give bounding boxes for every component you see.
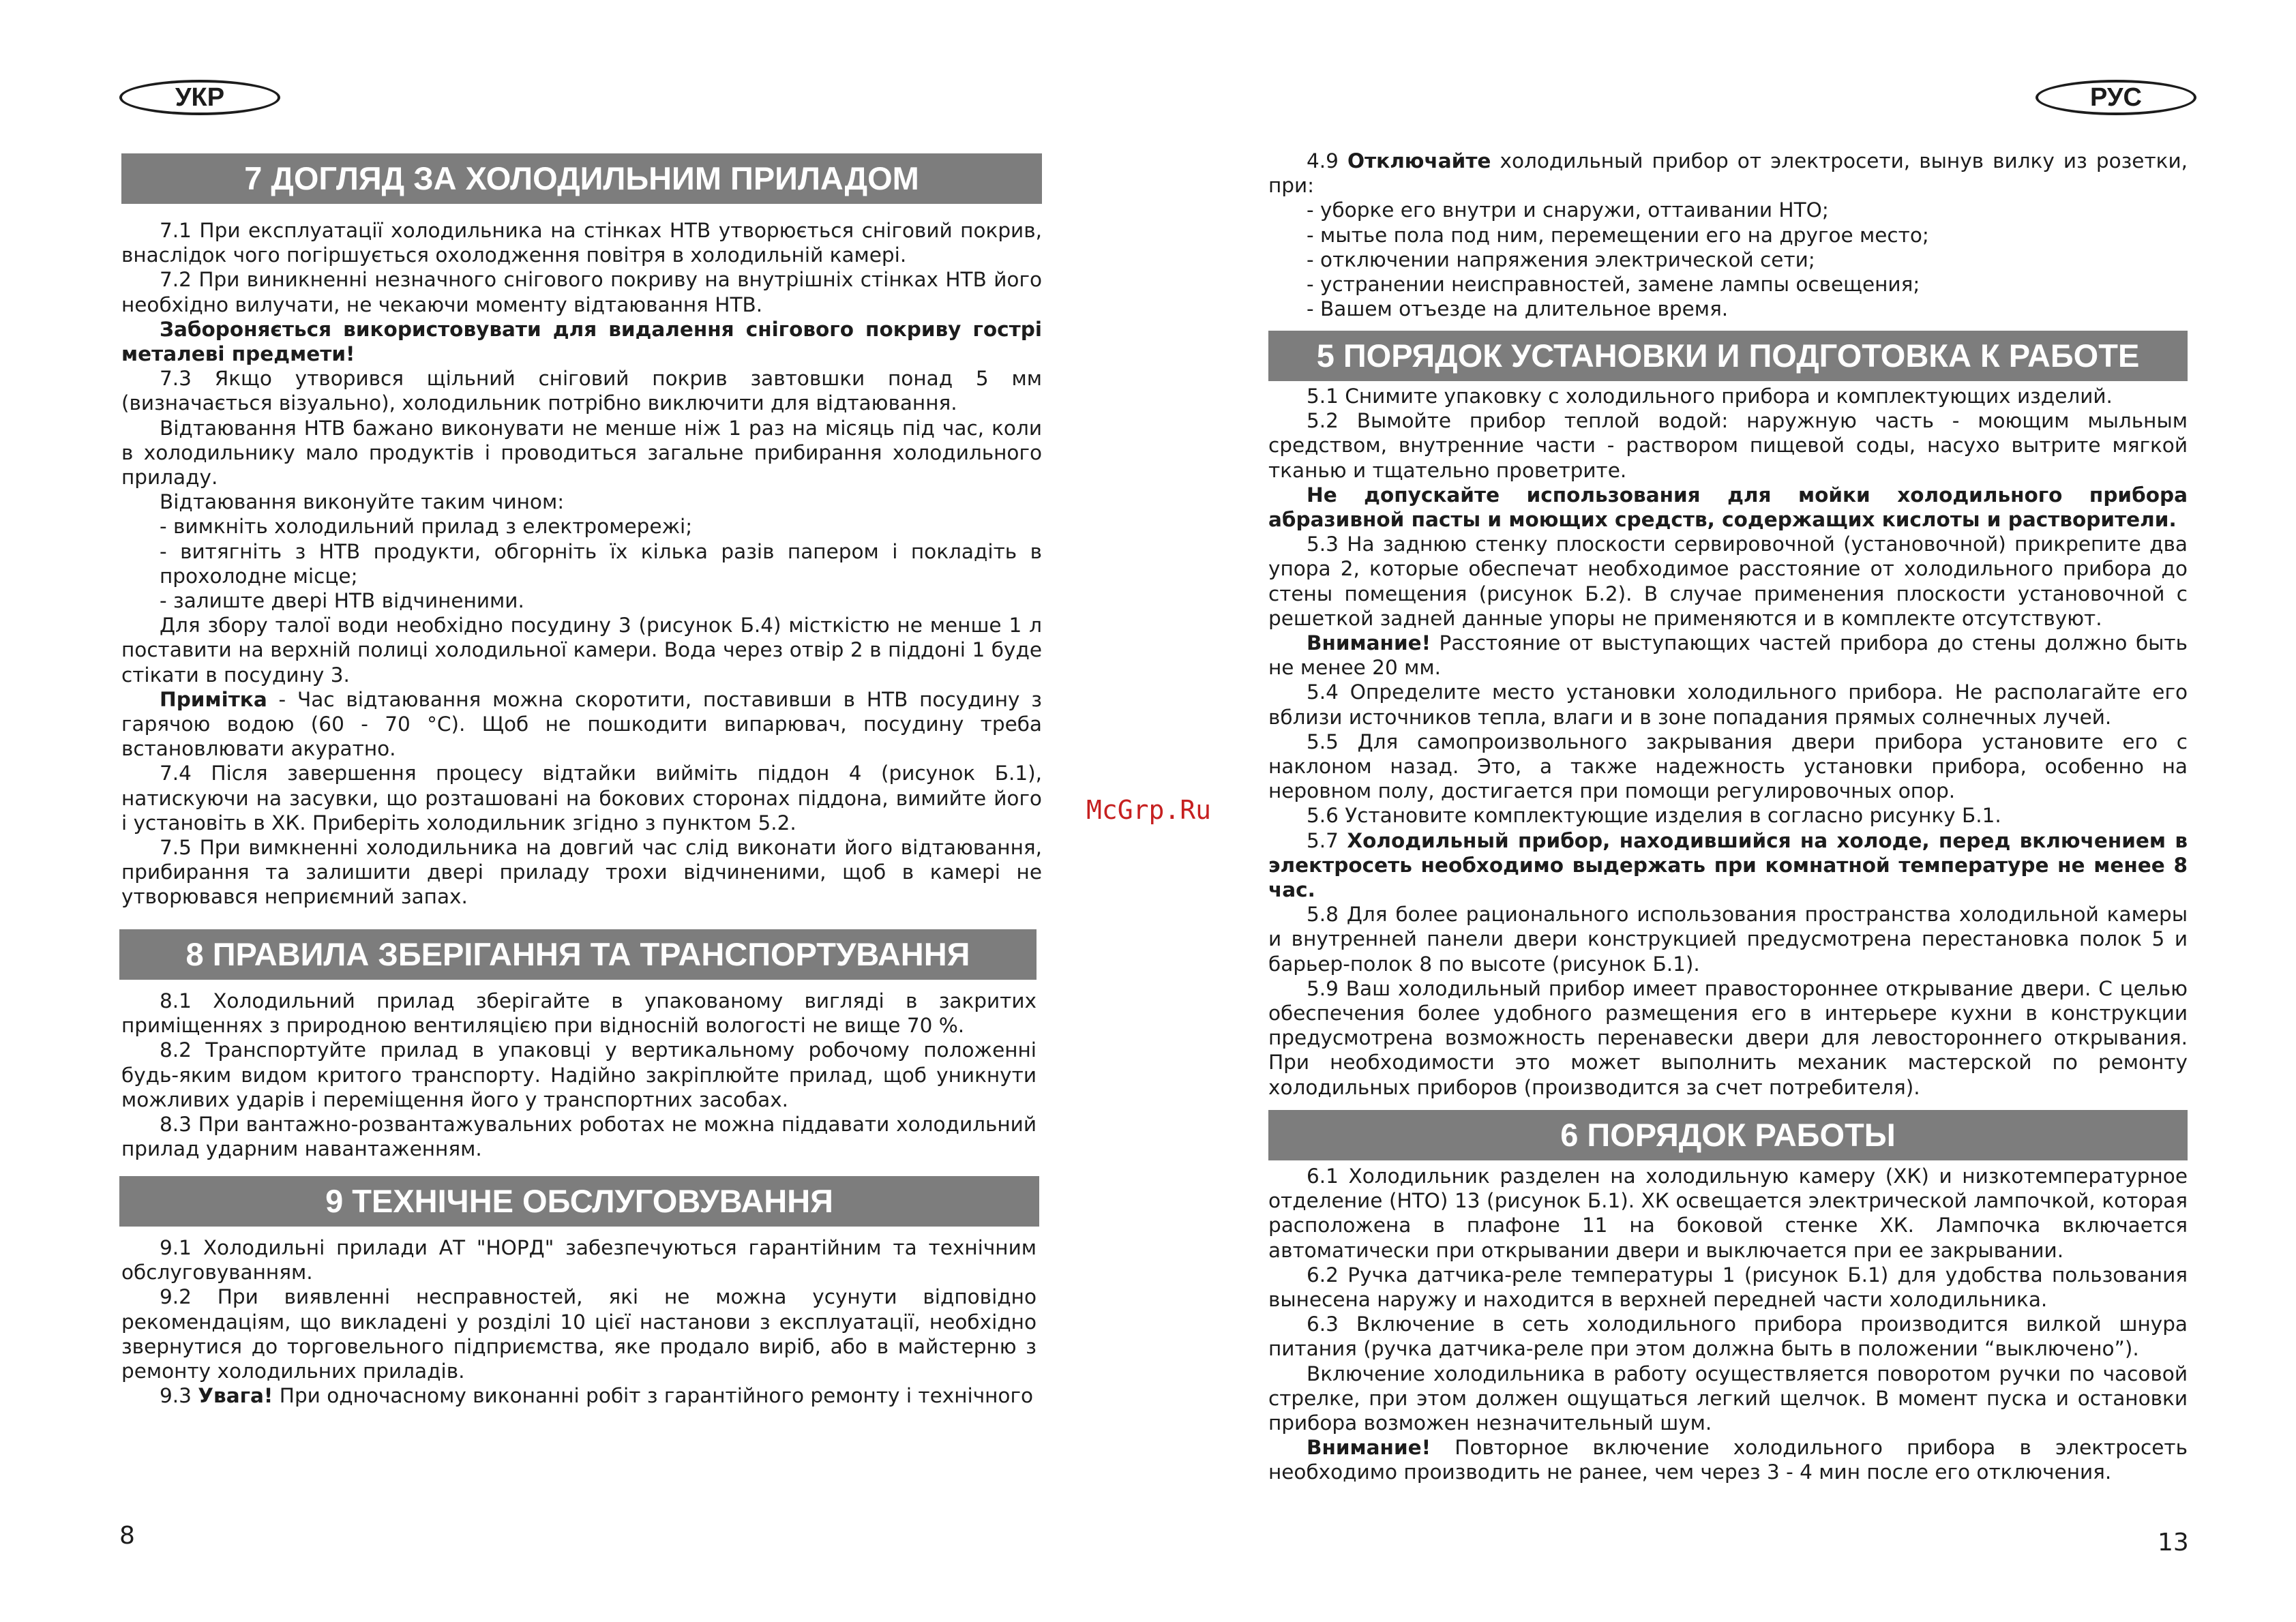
- paragraph: 5.9 Ваш холодильный прибор имеет правостороннее открывание двери. С целью обеспечения более удобного размещения его в интерьере кухни в конструкции предусмотрена возможность перенавески двери для левостороннего открывания. При необходимости это может выполнить механик мастерской по ремонту холодильных приборов (производится за счет потребителя).: [1268, 976, 2188, 1099]
- paragraph: Для збору талої води необхідно посудину 3 (рисунок Б.4) місткістю не менше 1 л поставити на верхній полиці холодильної камери. Вода через отвір 2 в піддоні 1 буде стікати в посудину 3.: [121, 614, 1042, 687]
- note-text: - Час відтаювання можна скоротити, поставивши в НТВ посудину з гарячою водою (60 - 70 °С). Щоб не пошкодити випарювач, посудину треба встановлювати акуратно.: [121, 687, 1042, 761]
- paragraph: 6.3 Включение в сеть холодильного прибора производится вилкой шнура питания (ручка датчика-реле при этом должна быть в положении “выключено”).: [1268, 1312, 2188, 1361]
- paragraph: 7.3 Якщо утворився щільний сніговий покрив завтовшки понад 5 мм (визначається візуально), холодильник потрібно виключити для відтаювання.: [121, 367, 1042, 415]
- paragraph: 8.1 Холодильний прилад зберігайте в упакованому вигляді в закритих приміщеннях з природною вентиляцією при відносній вологості не вище 70 %.: [121, 989, 1037, 1038]
- section-8-title: 8 ПРАВИЛА ЗБЕРІГАННЯ ТА ТРАНСПОРТУВАННЯ: [119, 929, 1037, 980]
- paragraph: 7.4 Після завершення процесу відтайки вийміть піддон 4 (рисунок Б.1), натискуючи на засувки, що розташовані на бокових сторонах піддона, вимийте його і установіть в ХК. Приберіть холодильник згідно з пунктом 5.2.: [121, 762, 1042, 835]
- paragraph: 5.4 Определите место установки холодильного прибора. Не располагайте его вблизи источников тепла, влаги и в зоне попадания прямых солнечных лучей.: [1268, 680, 2188, 729]
- note-paragraph: [121, 687, 1042, 762]
- list-item: - мытье пола под ним, перемещении его на другое место;: [1307, 223, 1929, 247]
- section-6-body: [1268, 1164, 2188, 1485]
- paragraph-text: При одночасному виконанні робіт з гарантійного ремонту і технічного: [273, 1384, 1034, 1408]
- attention-label: Увага!: [198, 1384, 273, 1408]
- watermark: McGrp.Ru: [1086, 795, 1212, 825]
- list-item: - Вашем отъезде на длительное время.: [1307, 297, 1729, 321]
- paragraph-number: 9.3: [160, 1384, 198, 1408]
- lang-badge-rus: РУС: [2036, 80, 2196, 115]
- attention-label: Внимание!: [1307, 1436, 1431, 1460]
- paragraph: [1268, 828, 2188, 903]
- paragraph: 5.2 Вымойте прибор теплой водой: наружную часть - моющим мыльным средством, внутренние части - раствором пищевой соды, насухо вытрите мягкой тканью и тщательно проветрите.: [1268, 409, 2188, 482]
- page-number-right: 13: [2158, 1529, 2189, 1557]
- emphasis-label: Отключайте: [1347, 149, 1491, 172]
- paragraph: 9.1 Холодильні прилади АТ "НОРД" забезпечуються гарантійним та технічним обслуговуванням.: [121, 1236, 1037, 1285]
- paragraph: 7.2 При виникненні незначного снігового покриву на внутрішніх стінках НТВ його необхідно вилучати, не чекаючи моменту відтаювання НТВ.: [121, 268, 1042, 316]
- page-number-left: 8: [119, 1522, 135, 1550]
- warning-paragraph: Забороняється використовувати для видалення снігового покриву гострі металеві предмети!: [121, 317, 1042, 366]
- paragraph-text: холодильный прибор от электросети, вынув вилку из розетки, при:: [1268, 149, 2188, 198]
- warning-paragraph: Не допускайте использования для мойки холодильного прибора абразивной пасты и моющих средств, содержащих кислоты и растворители.: [1268, 483, 2188, 532]
- attention-label: Внимание!: [1307, 631, 1431, 655]
- section-8-body: [121, 989, 1037, 1161]
- paragraph: Включение холодильника в работу осуществляется поворотом ручки по часовой стрелке, при этом должен ощущаться легкий щелчок. В момент пуска и остановки прибора возможен незначительный шум.: [1268, 1362, 2188, 1435]
- list-item: - уборке его внутри и снаружи, оттаивании НТО;: [1307, 198, 1829, 222]
- list-item: - залиште двері НТВ відчиненими.: [160, 589, 524, 613]
- paragraph: 6.1 Холодильник разделен на холодильную камеру (ХК) и низкотемпературное отделение (НТО) 13 (рисунок Б.1). ХК освещается электрической лампочкой, которая расположена в плафоне 11 на боковой стенке ХК. Лампочка включается автоматически при открывании двери и выключается при ее закрывании.: [1268, 1165, 2188, 1262]
- list-item: - вимкніть холодильний прилад з електромережі;: [160, 515, 693, 539]
- section-9-title: 9 ТЕХНІЧНЕ ОБСЛУГОВУВАННЯ: [119, 1176, 1039, 1227]
- paragraph: 8.2 Транспортуйте прилад в упаковці у вертикальному робочому положенні будь-яким видом критого транспорту. Надійно закріплюйте прилад, щоб уникнути можливих ударів і переміщення його у транспортних засобах.: [121, 1038, 1037, 1111]
- list-item: - отключении напряжения электрической сети;: [1307, 247, 1815, 271]
- paragraph: 6.2 Ручка датчика-реле температуры 1 (рисунок Б.1) для удобства пользования вынесена наружу и находится в верхней передней части холодильника.: [1268, 1263, 2188, 1312]
- bold-text: Холодильный прибор, находившийся на холоде, перед включением в электросеть необходимо выдержать при комнатной температуре не менее 8 час.: [1268, 828, 2188, 902]
- attention-text: Расстояние от выступающих частей прибора до стены должно быть не менее 20 мм.: [1268, 631, 2188, 680]
- paragraph: 7.5 При вимкненні холодильника на довгий час слід виконати його відтаювання, прибирання та залишити двері приладу трохи відчиненими, щоб в камері не утворювався неприємний запах.: [121, 836, 1042, 909]
- paragraph-number: 5.7: [1307, 828, 1347, 852]
- list-item: - витягніть з НТВ продукти, обгорніть їх кілька разів папером і покладіть в прохолодне місце;: [160, 539, 1042, 588]
- paragraph: Відтаювання виконуйте таким чином:: [160, 490, 565, 514]
- list-item: - устранении неисправностей, замене лампы освещения;: [1307, 273, 1920, 297]
- paragraph: 8.3 При вантажно-розвантажувальних роботах не можна піддавати холодильний прилад ударним навантаженням.: [121, 1113, 1037, 1161]
- paragraph: 5.5 Для самопроизвольного закрывания двери прибора установите его с наклоном назад. Это, а также надежность установки прибора, особенно на неровном полу, достигается при помощи регулировочных опор.: [1268, 730, 2188, 803]
- section-5-title: 5 ПОРЯДОК УСТАНОВКИ И ПОДГОТОВКА К РАБОТЕ: [1268, 331, 2188, 381]
- right-top-body: [1268, 149, 2188, 321]
- attention-paragraph: [1268, 631, 2188, 680]
- paragraph: 7.1 При експлуатації холодильника на стінках НТВ утворюється сніговий покрив, внаслідок чого погіршується охолодження повітря в холодильній камері.: [121, 219, 1042, 267]
- paragraph: [121, 1383, 1037, 1408]
- section-5-body: [1268, 384, 2188, 1100]
- paragraph-number: 4.9: [1307, 149, 1347, 172]
- section-6-title: 6 ПОРЯДОК РАБОТЫ: [1268, 1110, 2188, 1160]
- attention-text: Повторное включение холодильного прибора в электросеть необходимо производить не ранее, чем через 3 - 4 мин после его отключения.: [1268, 1436, 2188, 1484]
- paragraph: 5.3 На заднюю стенку плоскости сервировочной (установочной) прикрепите два упора 2, которые обеспечат необходимое расстояние от холодильного прибора до стены помещения (рисунок Б.2). В случае применения плоскости установочной с решеткой задней данные упоры не применяются и в комплекте отсутствуют.: [1268, 532, 2188, 630]
- paragraph: Відтаювання НТВ бажано виконувати не менше ніж 1 раз на місяць під час, коли в холодильнику мало продуктів і проводиться загальне прибирання холодильного приладу.: [121, 416, 1042, 490]
- paragraph: 9.2 При виявленні несправностей, які не можна усунути відповідно рекомендаціям, що викладені у розділі 10 цієї настанови з експлуатації, необхідно звернутися до торговельного підприємства, яке продало виріб, або в майстерню з ремонту холодильних приладів.: [121, 1285, 1037, 1383]
- section-7-body: [121, 218, 1042, 910]
- paragraph: 5.6 Установите комплектующие изделия в согласно рисунку Б.1.: [1307, 804, 2001, 828]
- paragraph: 5.8 Для более рационального использования пространства холодильной камеры и внутренней панели двери конструкцией предусмотрена перестановка полок 5 и барьер-полок 8 по высоте (рисунок Б.1).: [1268, 903, 2188, 976]
- paragraph: [1268, 149, 2188, 198]
- paragraph: 5.1 Снимите упаковку с холодильного прибора и комплектующих изделий.: [1307, 385, 2113, 408]
- attention-paragraph: [1268, 1435, 2188, 1484]
- section-9-body: [121, 1235, 1037, 1408]
- note-label: Примітка: [160, 687, 267, 711]
- lang-badge-ukr: УКР: [119, 80, 280, 115]
- section-7-title: 7 ДОГЛЯД ЗА ХОЛОДИЛЬНИМ ПРИЛАДОМ: [121, 153, 1042, 204]
